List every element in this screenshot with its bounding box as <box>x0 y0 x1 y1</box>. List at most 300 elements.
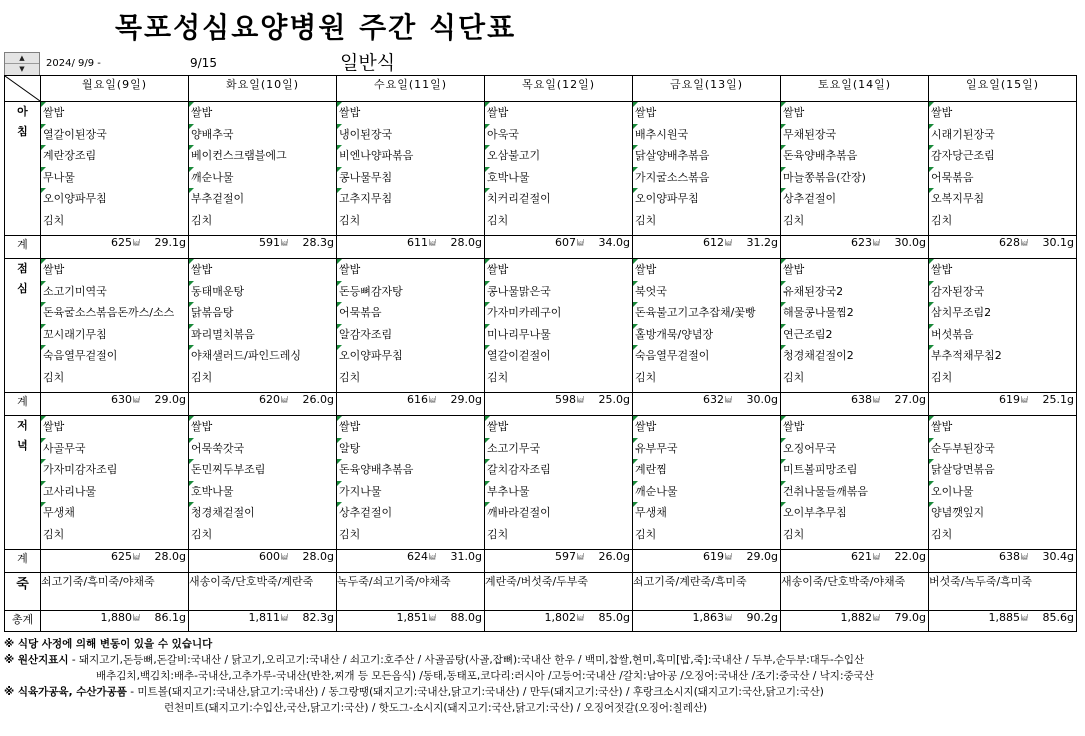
menu-item: 유채된장국2 <box>781 281 928 303</box>
kcal-unit: ㎉ <box>429 552 436 561</box>
kcal-value: 597 <box>555 550 576 563</box>
menu-item: 김치 <box>43 370 65 384</box>
menu-item: 오이양파무침 <box>41 188 188 210</box>
menu-item: 계란장조림 <box>41 145 188 167</box>
meal-cell <box>633 259 781 393</box>
grand-total-values <box>929 611 1076 624</box>
origin-label: ※ 원산지표시 <box>4 654 69 666</box>
protein-value: 22.0g <box>894 550 926 563</box>
menu-item: 삼치무조림2 <box>929 302 1076 324</box>
protein-value: 34.0g <box>598 236 630 249</box>
sum-values <box>337 393 484 406</box>
sum-cell <box>781 393 929 416</box>
menu-item: 쌀밥 <box>189 102 336 124</box>
menu-item: 비엔나양파볶음 <box>337 145 484 167</box>
menu-item: 무채된장국 <box>781 124 928 146</box>
processed-line <box>4 684 1082 700</box>
menu-item: 쌀밥 <box>189 259 336 281</box>
sum-values <box>41 393 188 406</box>
kcal-unit: ㎉ <box>281 238 288 247</box>
corner-cell <box>5 76 41 102</box>
sum-row <box>5 550 1077 573</box>
grand-total-cell <box>929 611 1077 632</box>
menu-item: 오이양파무침 <box>633 188 780 210</box>
total-kcal-value: 1,802 <box>544 611 576 624</box>
total-protein-value: 85.6g <box>1042 611 1074 624</box>
menu-item: 김치 <box>43 527 65 541</box>
sum-cell <box>485 236 633 259</box>
sum-cell <box>929 393 1077 416</box>
kcal-unit: ㎉ <box>429 613 436 622</box>
sum-values <box>189 236 336 249</box>
protein-value: 26.0g <box>598 550 630 563</box>
kcal-value: 612 <box>703 236 724 249</box>
menu-item: 깨바라겉절이 <box>485 502 632 524</box>
porridge-cell: 녹두죽/쇠고기죽/야채죽 <box>337 573 485 611</box>
menu-item: 김치 <box>783 527 805 541</box>
menu-item: 소고기미역국 <box>41 281 188 303</box>
meal-cell <box>633 416 781 550</box>
menu-item: 아욱국 <box>485 124 632 146</box>
kcal-unit: ㎉ <box>873 552 880 561</box>
menu-item: 쌀밥 <box>485 102 632 124</box>
sum-values <box>781 550 928 563</box>
menu-item: 배추시원국 <box>633 124 780 146</box>
menu-item: 오징어무국 <box>781 438 928 460</box>
meal-label <box>5 416 41 550</box>
header-row <box>5 76 1077 102</box>
kcal-value: 611 <box>407 236 428 249</box>
kcal-value: 616 <box>407 393 428 406</box>
menu-item: 김치 <box>339 213 361 227</box>
menu-item: 쌀밥 <box>929 102 1076 124</box>
kcal-unit: ㎉ <box>133 395 140 404</box>
kcal-unit: ㎉ <box>133 552 140 561</box>
menu-item: 감자당근조림 <box>929 145 1076 167</box>
meal-cell <box>189 259 337 393</box>
grand-total-cell <box>485 611 633 632</box>
grand-total-cell <box>41 611 189 632</box>
meal-label-char: 아 <box>17 105 28 118</box>
kcal-unit: ㎉ <box>429 395 436 404</box>
menu-item: 숙음열무겉절이 <box>41 345 188 367</box>
sum-values <box>781 236 928 249</box>
menu-item: 미트볼피망조림 <box>781 459 928 481</box>
sum-cell <box>633 550 781 573</box>
menu-item: 김치 <box>487 213 509 227</box>
menu-item: 시래기된장국 <box>929 124 1076 146</box>
porridge-row <box>5 573 1077 611</box>
meal-label-char: 녁 <box>17 439 28 452</box>
sum-cell <box>781 236 929 259</box>
menu-item: 홀방개묵/양념장 <box>633 324 780 346</box>
grand-total-values <box>485 611 632 624</box>
sum-row <box>5 393 1077 416</box>
kcal-unit: ㎉ <box>1021 238 1028 247</box>
menu-item: 김치 <box>931 213 953 227</box>
grand-total-cell <box>337 611 485 632</box>
menu-item: 어묵볶음 <box>929 167 1076 189</box>
meal-label <box>5 259 41 393</box>
menu-item: 호박나물 <box>189 481 336 503</box>
kcal-value: 598 <box>555 393 576 406</box>
menu-item: 김치 <box>783 370 805 384</box>
menu-item: 어묵쑥갓국 <box>189 438 336 460</box>
processed-text: - 미트볼(돼지고기:국내산,닭고기:국내산) / 동그랑땡(돼지고기:국내산,닭고기:국내산) / 만두(돼지고기:국산) / 후랑크소시지(돼지고기:국산,닭고기:국산) <box>126 686 824 698</box>
sum-cell <box>337 236 485 259</box>
sum-values <box>485 393 632 406</box>
meal-label-char: 저 <box>17 419 28 432</box>
sum-cell <box>781 550 929 573</box>
menu-item: 알감자조림 <box>337 324 484 346</box>
menu-item: 깨순나물 <box>633 481 780 503</box>
grand-total-cell <box>633 611 781 632</box>
menu-item: 알탕 <box>337 438 484 460</box>
kcal-value: 621 <box>851 550 872 563</box>
menu-item: 김치 <box>783 213 805 227</box>
sum-values <box>781 393 928 406</box>
kcal-unit: ㎉ <box>281 613 288 622</box>
menu-item: 감자된장국 <box>929 281 1076 303</box>
menu-item: 쌀밥 <box>485 259 632 281</box>
menu-item: 베이컨스크램블에그 <box>189 145 336 167</box>
sum-cell <box>337 550 485 573</box>
menu-item: 김치 <box>339 370 361 384</box>
kcal-unit: ㎉ <box>725 395 732 404</box>
meal-cell <box>337 102 485 236</box>
protein-value: 26.0g <box>302 393 334 406</box>
notice-text: ※ 식당 사정에 의해 변동이 있을 수 있습니다 <box>4 638 213 650</box>
menu-item: 쌀밥 <box>633 259 780 281</box>
kcal-unit: ㎉ <box>577 238 584 247</box>
menu-item: 오삼불고기 <box>485 145 632 167</box>
menu-item: 김치 <box>339 527 361 541</box>
menu-item: 건취나물들깨볶음 <box>781 481 928 503</box>
menu-item: 김치 <box>487 370 509 384</box>
menu-item: 쌀밥 <box>189 416 336 438</box>
meal-cell <box>781 416 929 550</box>
menu-item: 버섯볶음 <box>929 324 1076 346</box>
notice-line <box>4 636 1082 652</box>
kcal-value: 600 <box>259 550 280 563</box>
spin-down-icon[interactable]: ▼ <box>19 65 25 73</box>
meal-cell <box>189 416 337 550</box>
menu-item: 사골무국 <box>41 438 188 460</box>
menu-item: 깨순나물 <box>189 167 336 189</box>
sum-label: 계 <box>5 550 41 573</box>
sum-values <box>189 393 336 406</box>
sum-values <box>929 393 1076 406</box>
menu-item: 마늘쫑볶음(간장) <box>781 167 928 189</box>
sum-cell <box>633 393 781 416</box>
grand-total-cell <box>781 611 929 632</box>
protein-value: 31.0g <box>450 550 482 563</box>
menu-item: 호박나물 <box>485 167 632 189</box>
grand-total-values <box>337 611 484 624</box>
total-kcal-value: 1,880 <box>100 611 132 624</box>
menu-item: 야채샐러드/파인드레싱 <box>189 345 336 367</box>
kcal-unit: ㎉ <box>1021 552 1028 561</box>
protein-value: 29.0g <box>154 393 186 406</box>
menu-item: 순두부된장국 <box>929 438 1076 460</box>
menu-item: 쌀밥 <box>633 102 780 124</box>
origin-line-2 <box>4 668 1082 684</box>
meal-cell <box>41 102 189 236</box>
total-protein-value: 79.0g <box>894 611 926 624</box>
protein-value: 25.0g <box>598 393 630 406</box>
kcal-value: 638 <box>999 550 1020 563</box>
menu-item: 무나물 <box>41 167 188 189</box>
menu-item: 닭살양배추볶음 <box>633 145 780 167</box>
menu-item: 무생채 <box>633 502 780 524</box>
meal-cell <box>781 102 929 236</box>
weekly-menu-table <box>4 75 1077 632</box>
total-protein-value: 85.0g <box>598 611 630 624</box>
menu-item: 쌀밥 <box>781 259 928 281</box>
kcal-value: 591 <box>259 236 280 249</box>
date-spinner[interactable] <box>4 52 40 76</box>
date-range-end: 9/15 <box>190 56 217 70</box>
menu-item: 상추겉절이 <box>337 502 484 524</box>
protein-value: 28.3g <box>302 236 334 249</box>
origin-text-2: 배추김치,백김치:배추-국내산,고추가루-국내산(반찬,찌개 등 모든음식) /동태,동태포,코다리:러시아 /고등어:국내산 /갈치:남아공 /오징어:국내산 /조기:중국산 / 낙지:중국산 <box>96 670 874 682</box>
menu-item: 열갈이된장국 <box>41 124 188 146</box>
sum-cell <box>929 550 1077 573</box>
menu-item: 쌀밥 <box>41 259 188 281</box>
meal-cell <box>485 259 633 393</box>
menu-item: 동태매운탕 <box>189 281 336 303</box>
sum-cell <box>485 393 633 416</box>
menu-item: 돈육양배추볶음 <box>337 459 484 481</box>
menu-item: 가지나물 <box>337 481 484 503</box>
total-kcal-value: 1,811 <box>248 611 280 624</box>
menu-item: 김치 <box>931 527 953 541</box>
menu-item: 쌀밥 <box>781 102 928 124</box>
sum-cell <box>337 393 485 416</box>
meal-cell <box>41 416 189 550</box>
protein-value: 30.0g <box>894 236 926 249</box>
menu-item: 김치 <box>635 527 657 541</box>
sum-label: 계 <box>5 393 41 416</box>
kcal-value: 619 <box>999 393 1020 406</box>
meal-cell <box>485 102 633 236</box>
kcal-value: 619 <box>703 550 724 563</box>
sum-values <box>337 550 484 563</box>
spin-up-icon[interactable]: ▲ <box>5 53 39 64</box>
kcal-unit: ㎉ <box>725 613 732 622</box>
kcal-unit: ㎉ <box>133 238 140 247</box>
menu-item: 가지굴소스볶음 <box>633 167 780 189</box>
meal-label <box>5 102 41 236</box>
menu-item: 쌀밥 <box>485 416 632 438</box>
menu-item: 치커리겉절이 <box>485 188 632 210</box>
menu-item: 김치 <box>487 527 509 541</box>
processed-label: ※ 식육가공육, 수산가공품 <box>4 686 127 698</box>
meal-row <box>5 416 1077 550</box>
protein-value: 30.4g <box>1042 550 1074 563</box>
meal-label-char: 점 <box>17 262 28 275</box>
menu-item: 오이부추무침 <box>781 502 928 524</box>
menu-item: 유부무국 <box>633 438 780 460</box>
day-header: 화요일(10일) <box>189 76 337 102</box>
menu-item: 상추겉절이 <box>781 188 928 210</box>
protein-value: 25.1g <box>1042 393 1074 406</box>
day-header: 일요일(15일) <box>929 76 1077 102</box>
menu-item: 청경채겉절이2 <box>781 345 928 367</box>
sum-values <box>633 236 780 249</box>
porridge-cell: 새송이죽/단호박죽/계란죽 <box>189 573 337 611</box>
total-kcal-value: 1,851 <box>396 611 428 624</box>
protein-value: 30.0g <box>746 393 778 406</box>
menu-item: 양배추국 <box>189 124 336 146</box>
sum-label: 계 <box>5 236 41 259</box>
menu-item: 김치 <box>931 370 953 384</box>
meal-cell <box>929 102 1077 236</box>
menu-item: 쌀밥 <box>929 259 1076 281</box>
sum-values <box>41 550 188 563</box>
kcal-value: 625 <box>111 550 132 563</box>
meal-cell <box>337 259 485 393</box>
menu-item: 쌀밥 <box>633 416 780 438</box>
menu-item: 열갈이겉절이 <box>485 345 632 367</box>
meal-cell <box>929 416 1077 550</box>
notes <box>4 636 1082 716</box>
origin-text: - 돼지고기,돈등뼈,돈갈비:국내산 / 닭고기,오리고기:국내산 / 쇠고기:호주산 / 사골곰탕(사골,잡뼈):국내산 한우 / 백미,찹쌀,현미,흑미[밥,죽]:국내산 / 두부,순두부:대두-수입산 <box>68 654 865 666</box>
grand-total-values <box>781 611 928 624</box>
meal-row <box>5 259 1077 393</box>
menu-item: 부추나물 <box>485 481 632 503</box>
meal-cell <box>337 416 485 550</box>
sum-values <box>189 550 336 563</box>
menu-item: 콩나물무침 <box>337 167 484 189</box>
menu-item: 계란찜 <box>633 459 780 481</box>
menu-item: 쌀밥 <box>337 259 484 281</box>
kcal-unit: ㎉ <box>133 613 140 622</box>
protein-value: 31.2g <box>746 236 778 249</box>
kcal-unit: ㎉ <box>281 552 288 561</box>
menu-item: 김치 <box>191 213 213 227</box>
page-title: 목포성심요양병원 주간 식단표 <box>115 11 517 44</box>
kcal-value: 620 <box>259 393 280 406</box>
menu-item: 무생채 <box>41 502 188 524</box>
kcal-unit: ㎉ <box>873 395 880 404</box>
meal-label-char: 심 <box>17 282 28 295</box>
total-protein-value: 88.0g <box>450 611 482 624</box>
date-range-start: 2024/ 9/9 - <box>46 58 101 69</box>
day-header: 금요일(13일) <box>633 76 781 102</box>
menu-item: 김치 <box>191 370 213 384</box>
kcal-unit: ㎉ <box>873 613 880 622</box>
menu-item: 고추지무침 <box>337 188 484 210</box>
kcal-value: 630 <box>111 393 132 406</box>
menu-item: 콩나물맑은국 <box>485 281 632 303</box>
meal-cell <box>189 102 337 236</box>
menu-item: 꼬시래기무침 <box>41 324 188 346</box>
porridge-cell: 계란죽/버섯죽/두부죽 <box>485 573 633 611</box>
menu-item: 김치 <box>635 213 657 227</box>
processed-text-2: 런천미트(돼지고기:수입산,국산,닭고기:국산) / 핫도그-소시지(돼지고기:국산,닭고기:국산) / 오징어젓갈(오징어:칠레산) <box>164 702 708 714</box>
day-header: 토요일(14일) <box>781 76 929 102</box>
menu-item: 오복지무침 <box>929 188 1076 210</box>
kcal-unit: ㎉ <box>281 395 288 404</box>
porridge-cell: 새송이죽/단호박죽/야채죽 <box>781 573 929 611</box>
menu-item: 돈등뼈감자탕 <box>337 281 484 303</box>
menu-item: 부추적채무침2 <box>929 345 1076 367</box>
sum-values <box>633 550 780 563</box>
protein-value: 29.1g <box>154 236 186 249</box>
sum-cell <box>189 393 337 416</box>
protein-value: 28.0g <box>302 550 334 563</box>
total-protein-value: 86.1g <box>154 611 186 624</box>
kcal-unit: ㎉ <box>429 238 436 247</box>
menu-item: 쌀밥 <box>41 416 188 438</box>
meal-label-char: 침 <box>17 125 28 138</box>
protein-value: 29.0g <box>746 550 778 563</box>
day-header: 목요일(12일) <box>485 76 633 102</box>
kcal-unit: ㎉ <box>1021 613 1028 622</box>
sum-cell <box>41 236 189 259</box>
kcal-unit: ㎉ <box>1021 395 1028 404</box>
protein-value: 28.0g <box>450 236 482 249</box>
sum-values <box>929 236 1076 249</box>
menu-item: 김치 <box>635 370 657 384</box>
menu-item: 냉이된장국 <box>337 124 484 146</box>
sum-cell <box>485 550 633 573</box>
kcal-value: 632 <box>703 393 724 406</box>
menu-item: 꽈리멸치볶음 <box>189 324 336 346</box>
meal-row <box>5 102 1077 236</box>
menu-item: 오이양파무침 <box>337 345 484 367</box>
protein-value: 29.0g <box>450 393 482 406</box>
menu-item: 닭살당면볶음 <box>929 459 1076 481</box>
kcal-value: 623 <box>851 236 872 249</box>
menu-item: 부추겉절이 <box>189 188 336 210</box>
kcal-value: 607 <box>555 236 576 249</box>
porridge-cell: 버섯죽/녹두죽/흑미죽 <box>929 573 1077 611</box>
grand-total-values <box>633 611 780 624</box>
grand-total-label: 총계 <box>5 611 41 632</box>
kcal-unit: ㎉ <box>577 613 584 622</box>
origin-line <box>4 652 1082 668</box>
kcal-value: 624 <box>407 550 428 563</box>
day-header: 월요일(9일) <box>41 76 189 102</box>
sum-values <box>485 550 632 563</box>
total-protein-value: 82.3g <box>302 611 334 624</box>
menu-item: 연근조림2 <box>781 324 928 346</box>
menu-item: 돈민찌두부조림 <box>189 459 336 481</box>
total-kcal-value: 1,882 <box>840 611 872 624</box>
kcal-unit: ㎉ <box>725 238 732 247</box>
menu-item: 양념깻잎지 <box>929 502 1076 524</box>
menu-item: 소고기무국 <box>485 438 632 460</box>
porridge-cell: 쇠고기죽/계란죽/흑미죽 <box>633 573 781 611</box>
menu-item: 고사리나물 <box>41 481 188 503</box>
total-kcal-value: 1,885 <box>988 611 1020 624</box>
kcal-unit: ㎉ <box>577 395 584 404</box>
sum-cell <box>929 236 1077 259</box>
kcal-value: 628 <box>999 236 1020 249</box>
menu-item: 김치 <box>43 213 65 227</box>
menu-type-label: 일반식 <box>340 52 396 74</box>
porridge-label: 죽 <box>5 573 41 611</box>
menu-item: 쌀밥 <box>41 102 188 124</box>
menu-item: 가자미감자조림 <box>41 459 188 481</box>
menu-item: 쌀밥 <box>781 416 928 438</box>
meal-cell <box>633 102 781 236</box>
sum-values <box>485 236 632 249</box>
sum-cell <box>189 236 337 259</box>
menu-item: 닭볶음탕 <box>189 302 336 324</box>
